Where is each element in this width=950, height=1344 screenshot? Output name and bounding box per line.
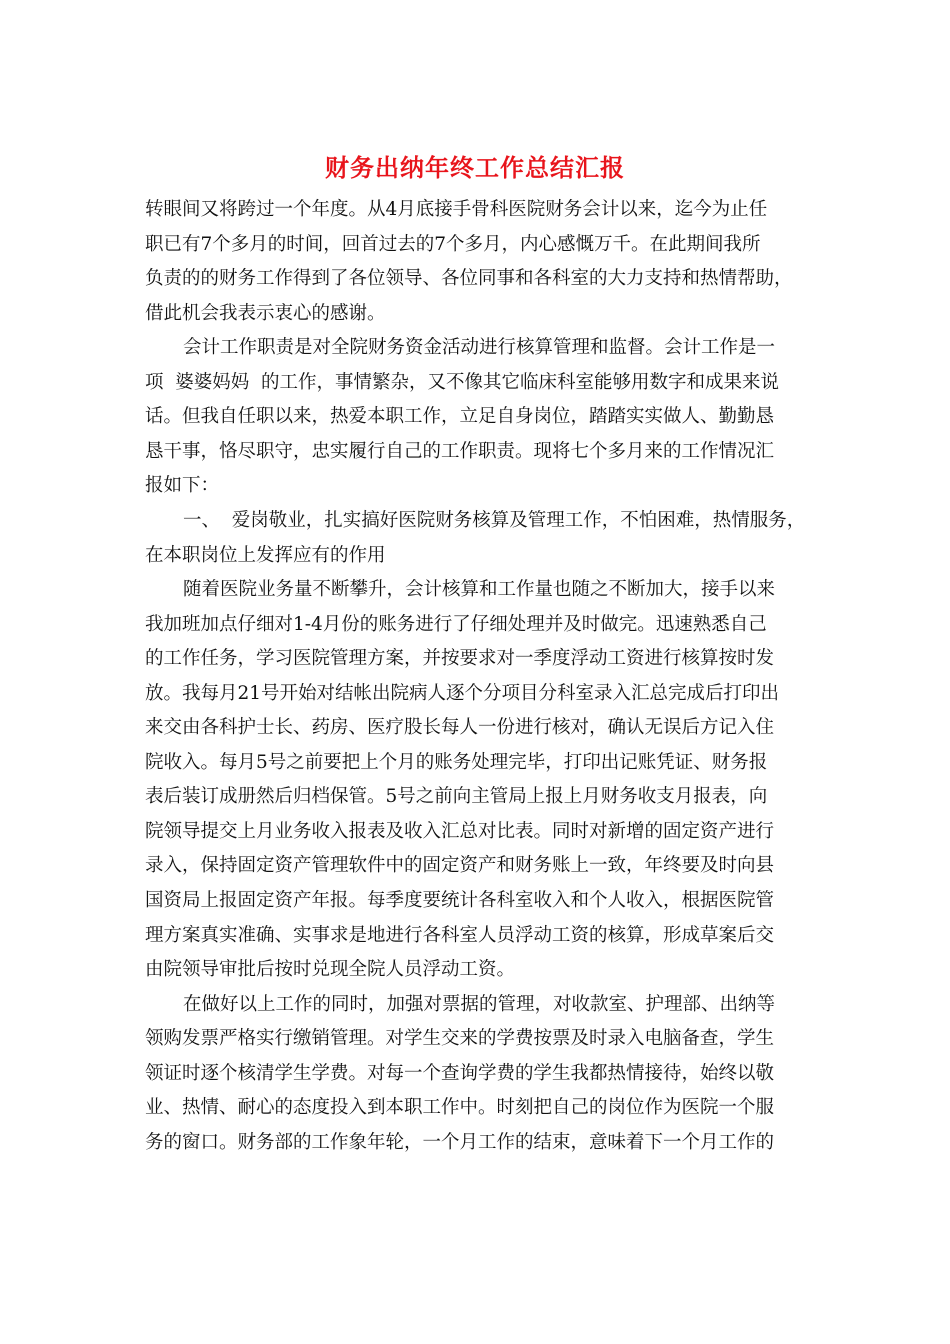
body-text-line: 报如下： <box>145 475 220 497</box>
body-text-line: 来交由各科护士长、药房、医疗股长每人一份进行核对，确认无误后方记入住 <box>145 717 775 739</box>
body-text-line: 恳干事，恪尽职守，忠实履行自己的工作职责。现将七个多月来的工作情况汇 <box>145 440 775 462</box>
body-text-line: 录入，保持固定资产管理软件中的固定资产和财务账上一致，年终要及时向县 <box>145 855 775 877</box>
body-text-line: 由院领导审批后按时兑现全院人员浮动工资。 <box>145 959 516 981</box>
body-text-line: 业、热情、耐心的态度投入到本职工作中。时刻把自己的岗位作为医院一个服 <box>145 1097 775 1119</box>
body-text-line: 务的窗口。财务部的工作象年轮，一个月工作的结束，意味着下一个月工作的 <box>145 1131 775 1153</box>
body-text-line: 借此机会我表示衷心的感谢。 <box>145 302 386 324</box>
body-text-line: 领证时逐个核清学生学费。对每一个查询学费的学生我都热情接待，始终以敬 <box>145 1062 775 1084</box>
body-text-line: 我加班加点仔细对1-4月份的账务进行了仔细处理并及时做完。迅速熟悉自己 <box>145 613 767 635</box>
body-text-line: 的工作任务，学习医院管理方案，并按要求对一季度浮动工资进行核算按时发 <box>145 648 775 670</box>
body-text-line: 话。但我自任职以来，热爱本职工作，立足自身岗位，踏踏实实做人、勤勤恳 <box>145 406 775 428</box>
body-text-line: 放。我每月21号开始对结帐出院病人逐个分项目分科室录入汇总完成后打印出 <box>145 682 780 704</box>
body-text-line: 在做好以上工作的同时，加强对票据的管理，对收款室、护理部、出纳等 <box>183 993 776 1015</box>
body-text-line: 领购发票严格实行缴销管理。对学生交来的学费按票及时录入电脑备查，学生 <box>145 1028 775 1050</box>
body-text-line: 理方案真实准确、实事求是地进行各科室人员浮动工资的核算，形成草案后交 <box>145 924 775 946</box>
body-text-line: 会计工作职责是对全院财务资金活动进行核算管理和监督。会计工作是一 <box>183 337 776 359</box>
body-text-line: 国资局上报固定资产年报。每季度要统计各科室收入和个人收入，根据医院管 <box>145 890 775 911</box>
body-text-line: 随着医院业务量不断攀升，会计核算和工作量也随之不断加大，接手以来 <box>183 579 776 601</box>
body-text-line: 职已有7个多月的时间，回首过去的7个多月，内心感慨万千。在此期间我所 <box>145 233 761 255</box>
body-text-line: 院领导提交上月业务收入报表及收入汇总对比表。同时对新增的固定资产进行 <box>145 820 775 842</box>
body-text-line: 一、 爱岗敬业，扎实搞好医院财务核算及管理工作，不怕困难，热情服务， <box>183 509 806 531</box>
body-text-line: 表后装订成册然后归档保管。5号之前向主管局上报上月财务收支月报表，向 <box>145 786 768 808</box>
body-text-line: 负责的的财务工作得到了各位领导、各位同事和各科室的大力支持和热情帮助， <box>145 268 793 290</box>
document-title: 财务出纳年终工作总结汇报 <box>325 153 625 182</box>
body-text-line: 在本职岗位上发挥应有的作用 <box>145 544 386 566</box>
body-text-line: 院收入。每月5号之前要把上个月的账务处理完毕，打印出记账凭证、财务报 <box>145 751 768 773</box>
body-text-line: 项 婆婆妈妈 的工作，事情繁杂，又不像其它临床科室能够用数字和成果来说 <box>145 371 780 393</box>
body-text-line: 转眼间又将跨过一个年度。从4月底接手骨科医院财务会计以来，迄今为止任 <box>145 199 768 220</box>
